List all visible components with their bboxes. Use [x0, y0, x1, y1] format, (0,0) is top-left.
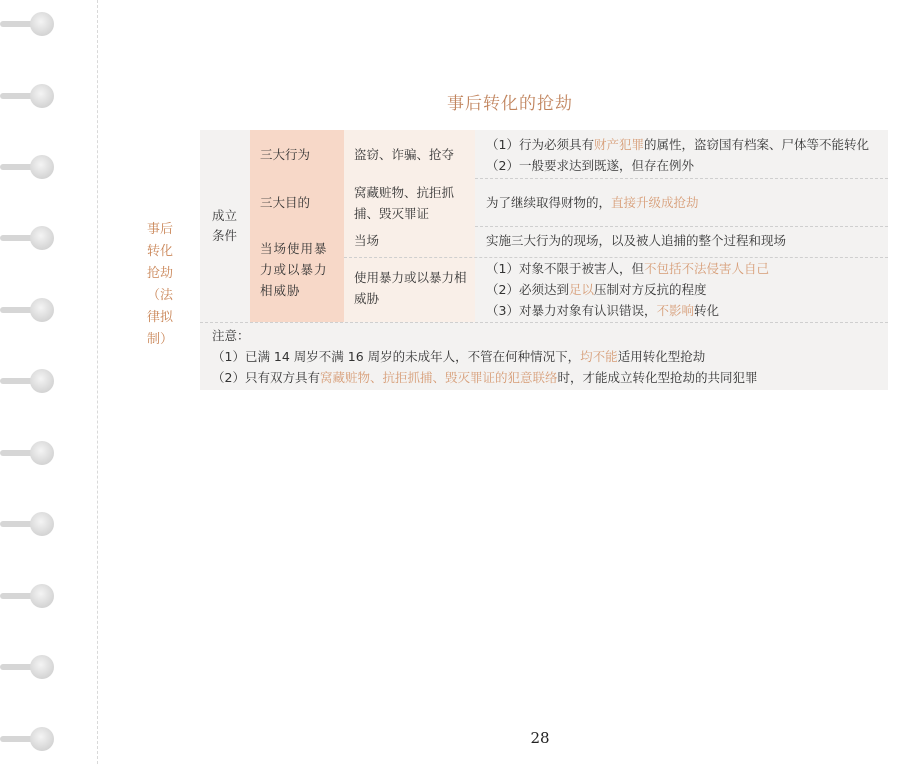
row-purpose-note: 为了继续取得财物的，直接升级成抢劫: [486, 195, 699, 210]
page-title: 事后转化的抢劫: [447, 94, 573, 114]
page-margin-line: [97, 0, 98, 764]
row-violence-name: 当场使用暴力或以暴力相威胁: [260, 241, 328, 298]
row-behavior-notes: [486, 134, 886, 176]
notice-divider: [200, 322, 888, 323]
notice-heading: 注意：: [212, 328, 250, 343]
binder-ring-icon: [0, 298, 54, 322]
binder-ring-icon: [0, 155, 54, 179]
row-divider: [475, 178, 888, 179]
note-line: （1）行为必须具有财产犯罪的属性，盗窃国有档案、尸体等不能转化: [486, 137, 869, 152]
binder-ring-icon: [0, 226, 54, 250]
row-purpose-detail: 窝藏赃物、抗拒抓捕、毁灭罪证: [354, 185, 455, 221]
row-divider: [475, 226, 888, 227]
binder-ring-icon: [0, 512, 54, 536]
side-label: 事后转化抢劫（法律拟制）: [146, 222, 173, 347]
notice-block: [212, 325, 882, 388]
note-line: （3）对暴力对象有认识错误，不影响转化: [486, 303, 719, 318]
row-scene-detail: 当场: [354, 233, 380, 248]
binder-ring-icon: [0, 12, 54, 36]
notice-line: （1）已满 14 周岁不满 16 周岁的未成年人，不管在何种情况下，均不能适用转化型抢劫: [212, 349, 706, 364]
conditions-label: 成立条件: [212, 208, 238, 243]
page-number: 28: [530, 729, 550, 747]
binder-ring-icon: [0, 655, 54, 679]
row-behavior-detail: 盗窃、诈骗、抢夺: [354, 147, 455, 162]
note-line: （2）必须达到足以压制对方反抗的程度: [486, 282, 707, 297]
row-violence-notes: [486, 258, 886, 321]
binder-ring-icon: [0, 84, 54, 108]
row-behavior-name: 三大行为: [260, 147, 311, 162]
note-line: （2）一般要求达到既遂，但存在例外: [486, 158, 694, 173]
binder-ring-icon: [0, 441, 54, 465]
binder-rings: [0, 0, 60, 764]
row-purpose-name: 三大目的: [260, 195, 311, 210]
row-violence-detail: 使用暴力或以暴力相威胁: [354, 270, 467, 306]
binder-ring-icon: [0, 727, 54, 751]
row-scene-note: 实施三大行为的现场，以及被人追捕的整个过程和现场: [486, 233, 787, 248]
binder-ring-icon: [0, 369, 54, 393]
binder-ring-icon: [0, 584, 54, 608]
note-line: （1）对象不限于被害人，但不包括不法侵害人自己: [486, 261, 769, 276]
notice-line: （2）只有双方具有窝藏赃物、抗拒抓捕、毁灭罪证的犯意联络时，才能成立转化型抢劫的共同犯罪: [212, 370, 758, 385]
